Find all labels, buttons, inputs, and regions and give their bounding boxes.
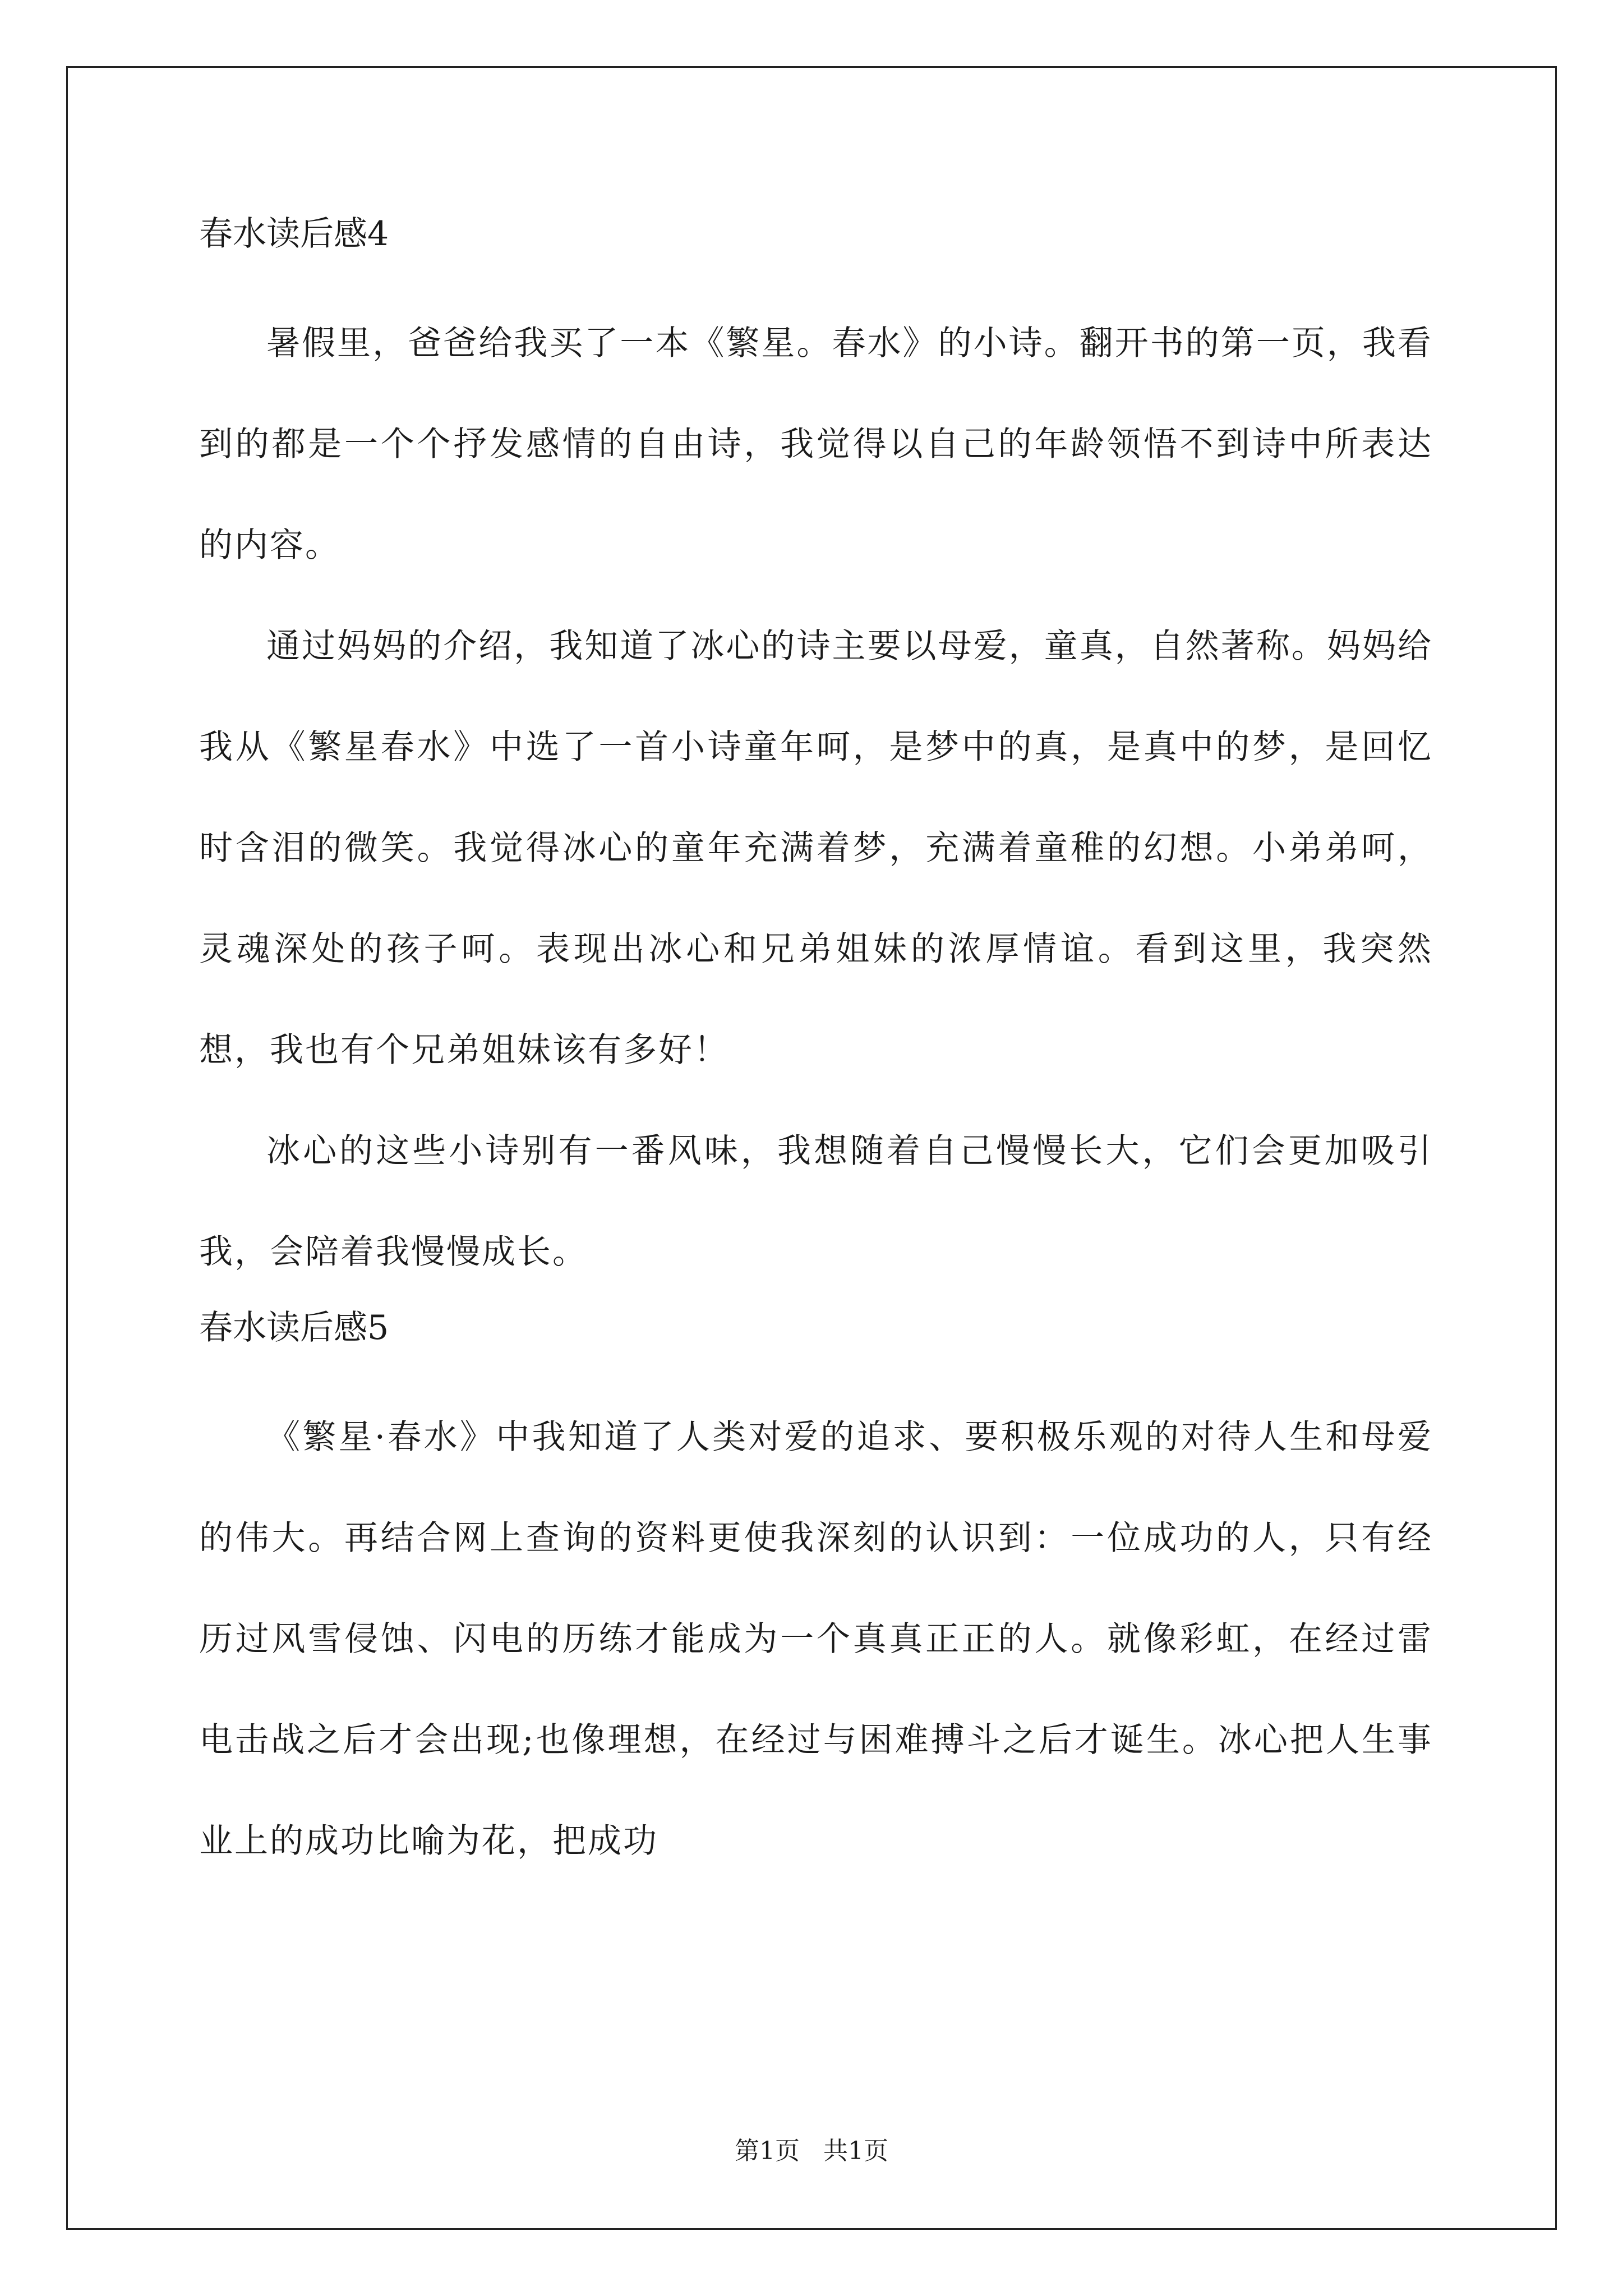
paragraph: 《繁星·春水》中我知道了人类对爱的追求、要积极乐观的对待人生和母爱的伟大。再结合网上查询的资料更使我深刻的认识到：一位成功的人，只有经历过风雪侵蚀、闪电的历练才能成为一个真真正正的人。就像彩虹，在经过雷电击战之后才会出现;也像理想，在经过与困难搏斗之后才诞生。冰心把人生事业上的成功比喻为花，把成功 xyxy=(199,1418,1433,1861)
document-body xyxy=(199,209,1433,1892)
section-title-5: 春水读后感5 xyxy=(199,1308,389,1347)
page-footer: 第1页 共1页 xyxy=(735,2137,888,2165)
paragraph: 暑假里，爸爸给我买了一本《繁星。春水》的小诗。翻开书的第一页，我看到的都是一个个抒发感情的自由诗，我觉得以自己的年龄领悟不到诗中所表达的内容。 xyxy=(199,324,1433,565)
paragraph: 冰心的这些小诗别有一番风味，我想随着自己慢慢长大，它们会更加吸引我，会陪着我慢慢成长。 xyxy=(199,1131,1433,1272)
paragraph: 通过妈妈的介绍，我知道了冰心的诗主要以母爱，童真，自然著称。妈妈给我从《繁星春水》中选了一首小诗童年呵，是梦中的真，是真中的梦，是回忆时含泪的微笑。我觉得冰心的童年充满着梦，充满着童稚的幻想。小弟弟呵，灵魂深处的孩子呵。表现出冰心和兄弟姐妹的浓厚情谊。看到这里，我突然想，我也有个兄弟姐妹该有多好！ xyxy=(199,627,1433,1070)
section-title-4: 春水读后感4 xyxy=(199,214,389,254)
